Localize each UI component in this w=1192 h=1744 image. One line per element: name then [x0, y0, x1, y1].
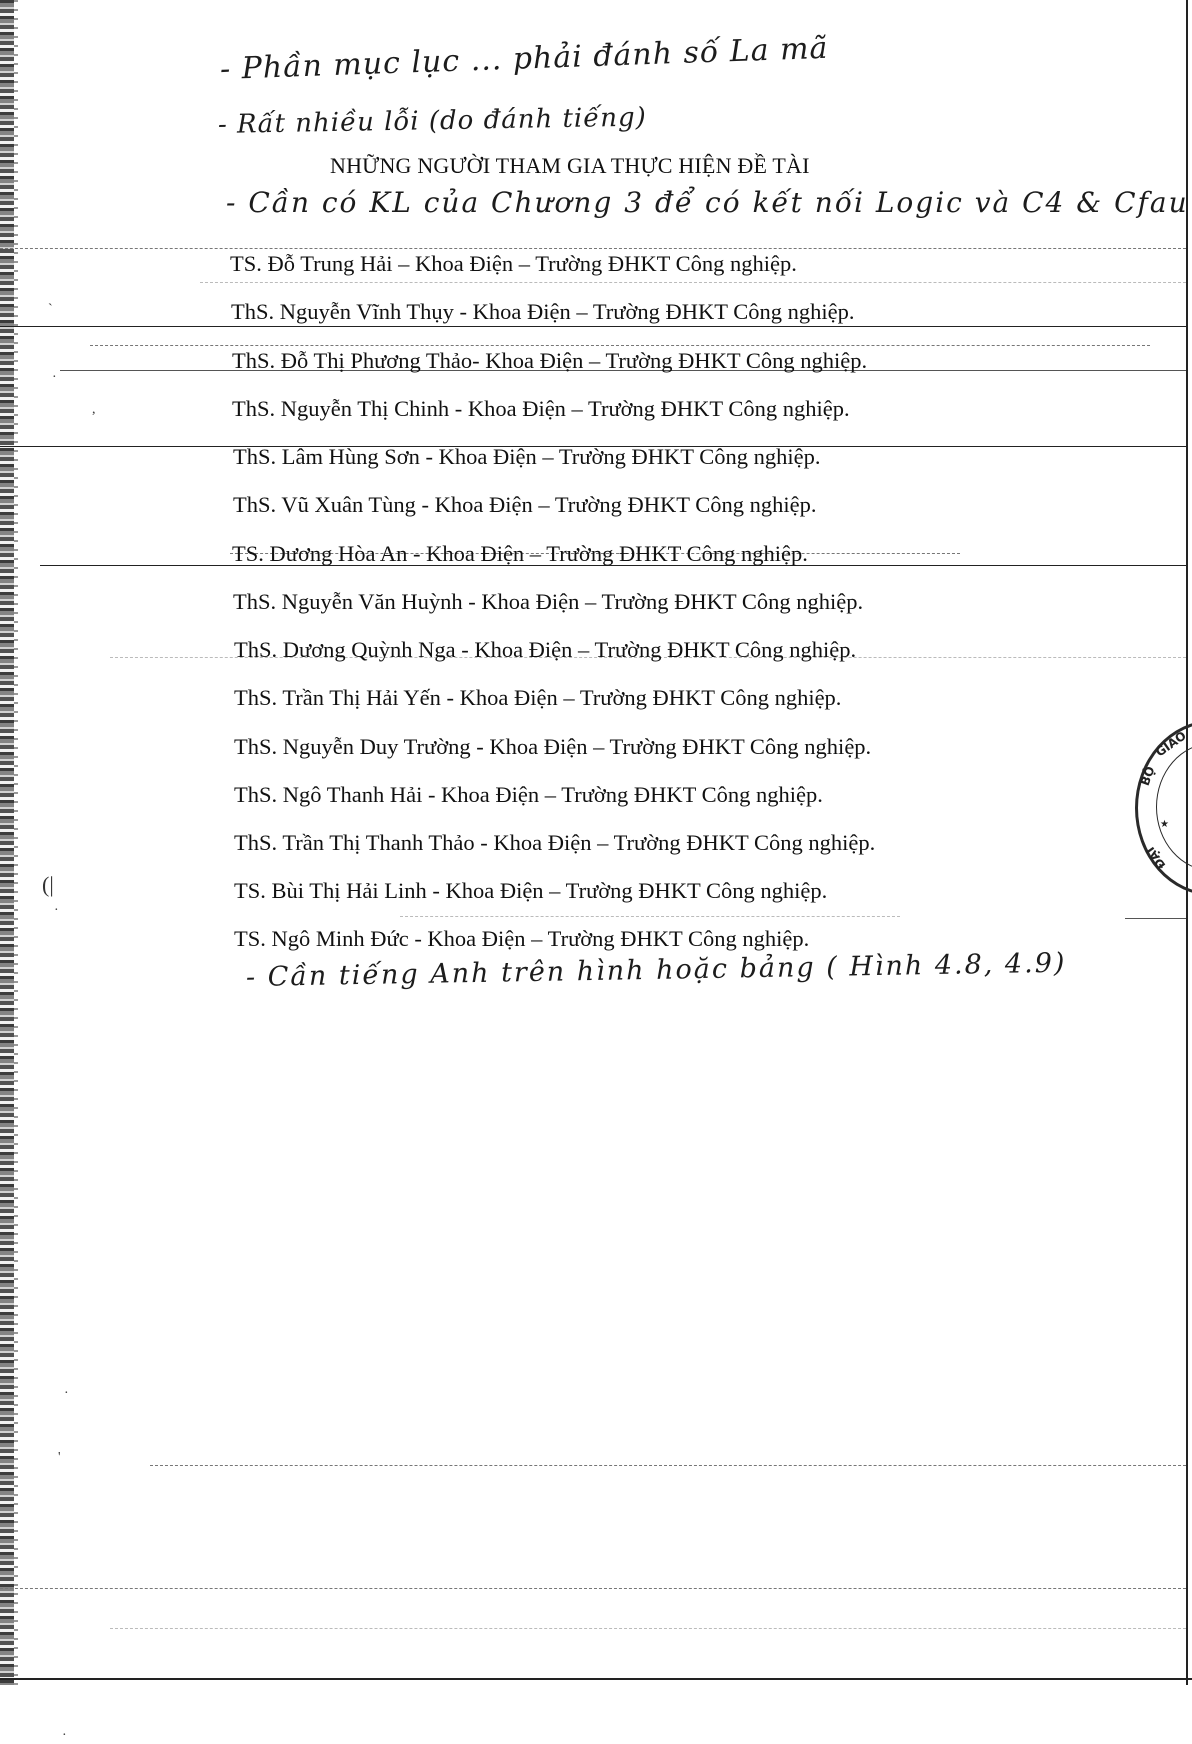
member-line: ThS. Nguyễn Thị Chinh - Khoa Điện – Trường ĐHKT Công nghiệp. — [232, 396, 850, 421]
handwritten-note: - Cần tiếng Anh trên hình hoặc bảng ( Hình 4.8, 4.9) — [245, 947, 1067, 993]
official-seal — [1135, 720, 1192, 896]
rule-line — [400, 916, 900, 917]
page-bottom-border — [0, 1678, 1192, 1680]
rule-line — [0, 326, 1186, 327]
rule-line — [0, 248, 1186, 249]
member-line: ThS. Trần Thị Hải Yến - Khoa Điện – Trường ĐHKT Công nghiệp. — [234, 685, 842, 710]
member-line: TS. Bùi Thị Hải Linh - Khoa Điện – Trường ĐHKT Công nghiệp. — [234, 878, 828, 903]
member-line: ThS. Nguyễn Vĩnh Thụy - Khoa Điện – Trường ĐHKT Công nghiệp. — [231, 299, 855, 324]
seal-inner-ring — [1156, 743, 1192, 871]
member-line: TS. Đỗ Trung Hải – Khoa Điện – Trường ĐHKT Công nghiệp. — [230, 251, 797, 276]
rule-line — [0, 1588, 1186, 1589]
seal-text: ĐẠI — [1143, 844, 1169, 872]
handwritten-note: - Cần có KL của Chương 3 để có kết nối Logic và C4 & Cfau — [226, 186, 1189, 219]
scan-binding-edge — [0, 0, 14, 1685]
member-line: ThS. Ngô Thanh Hải - Khoa Điện – Trường ĐHKT Công nghiệp. — [234, 782, 823, 807]
seal-text: BỘ — [1137, 764, 1158, 788]
member-line: TS. Ngô Minh Đức - Khoa Điện – Trường ĐHKT Công nghiệp. — [234, 926, 810, 951]
handwritten-note: - Rất nhiều lỗi (do đánh tiếng) — [217, 102, 647, 140]
scan-speck: ` — [48, 302, 53, 317]
rule-line — [110, 1628, 1186, 1629]
member-line: ThS. Dương Quỳnh Nga - Khoa Điện – Trường ĐHKT Công nghiệp. — [234, 637, 857, 662]
member-line: TS. Dương Hòa An - Khoa Điện – Trường ĐHKT Công nghiệp. — [232, 541, 808, 566]
member-line: ThS. Nguyễn Duy Trường - Khoa Điện – Trường ĐHKT Công nghiệp. — [234, 734, 872, 759]
scan-binding-edge-shadow — [14, 0, 18, 1685]
rule-line — [90, 345, 1150, 346]
scan-speck: · — [52, 370, 57, 385]
seal-star-icon: ★ — [1160, 819, 1169, 830]
scan-speck: (| — [42, 872, 54, 897]
member-line: ThS. Trần Thị Thanh Thảo - Khoa Điện – Trường ĐHKT Công nghiệp. — [234, 830, 876, 855]
scan-speck: , — [92, 402, 96, 417]
document-title: NHỮNG NGƯỜI THAM GIA THỰC HIỆN ĐỀ TÀI — [330, 153, 810, 178]
scan-speck: · — [54, 903, 59, 918]
member-line: ThS. Đỗ Thị Phương Thảo- Khoa Điện – Trường ĐHKT Công nghiệp. — [232, 348, 868, 373]
member-line: ThS. Nguyễn Văn Huỳnh - Khoa Điện – Trường ĐHKT Công nghiệp. — [233, 589, 864, 614]
scan-speck: · — [62, 1728, 67, 1743]
member-line: ThS. Vũ Xuân Tùng - Khoa Điện – Trường ĐHKT Công nghiệp. — [233, 492, 817, 517]
seal-text: GIÁO — [1153, 728, 1189, 760]
scan-speck: · — [64, 1386, 69, 1401]
rule-line — [1125, 918, 1186, 919]
handwritten-note: - Phần mục lục ... phải đánh số La mã — [219, 30, 829, 87]
rule-line — [200, 282, 1186, 283]
scan-speck: ' — [58, 1450, 61, 1465]
rule-line — [150, 1465, 1186, 1466]
member-line: ThS. Lâm Hùng Sơn - Khoa Điện – Trường ĐHKT Công nghiệp. — [233, 444, 821, 469]
